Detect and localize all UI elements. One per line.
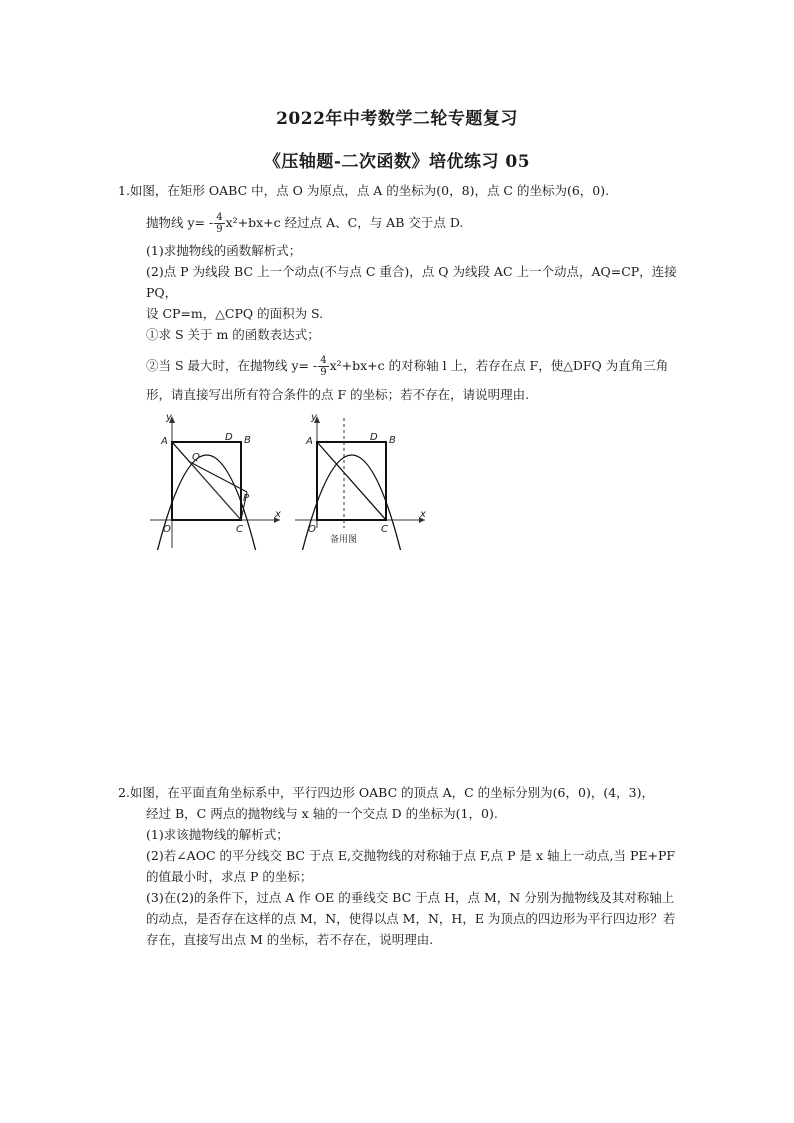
q2-part2-a: (2)若∠AOC 的平分线交 BC 于点 E,交抛物线的对称轴于点 F,点 P 是 x 轴上一动点,当 PE+PF bbox=[146, 848, 676, 863]
figure-2 bbox=[290, 410, 430, 550]
q2-part2-b: 的值最小时，求点 P 的坐标； bbox=[146, 869, 313, 884]
label-c: C bbox=[236, 524, 243, 535]
segment-qp bbox=[190, 462, 247, 492]
q1-sub2-pre: ②当 S 最大时，在抛物线 y= - bbox=[146, 358, 318, 373]
fraction-4-9 bbox=[214, 212, 224, 235]
fraction-4-9 bbox=[318, 355, 328, 378]
q1-parabola-line bbox=[146, 212, 463, 235]
label-b: B bbox=[244, 435, 251, 446]
segment-qc bbox=[190, 462, 241, 520]
q1-part2-a: (2)点 P 为线段 BC 上一个动点(不与点 C 重合)，点 Q 为线段 AC 上一个动点，AQ=CP，连接 bbox=[146, 264, 677, 279]
label-x: x bbox=[275, 509, 281, 520]
q1-sub1: ①求 S 关于 m 的函数表达式； bbox=[146, 327, 320, 342]
q2-part3-a: (3)在(2)的条件下，过点 A 作 OE 的垂线交 BC 于点 H，点 M，N 分别为抛物线及其对称轴上 bbox=[146, 890, 675, 905]
figure-caption: 备用图 bbox=[330, 535, 358, 545]
label-a: A bbox=[161, 436, 168, 447]
q1-part2-b: PQ， bbox=[146, 285, 178, 300]
label-o: O bbox=[163, 524, 171, 535]
page-title: 2022年中考数学二轮专题复习 bbox=[276, 109, 518, 129]
q1-parabola-post: x²+bx+c 经过点 A、C，与 AB 交于点 D. bbox=[225, 215, 464, 230]
fraction-denominator: 9 bbox=[216, 224, 223, 235]
q2-statement-b: 经过 B，C 两点的抛物线与 x 轴的一个交点 D 的坐标为(1，0). bbox=[146, 806, 498, 821]
label-c: C bbox=[381, 524, 388, 535]
q2-part1: (1)求该抛物线的解析式； bbox=[146, 827, 289, 842]
segment-ac bbox=[317, 442, 386, 520]
q2-part3-b: 的动点，是否存在这样的点 M，N，使得以点 M，N，H，E 为顶点的四边形为平行四边形？若 bbox=[146, 911, 676, 926]
q2-part3-c: 存在，直接写出点 M 的坐标，若不存在，说明理由. bbox=[146, 932, 434, 947]
q1-sub2-post: x²+bx+c 的对称轴 l 上，若存在点 F，使△DFQ 为直角三角 bbox=[329, 358, 669, 373]
label-a: A bbox=[306, 436, 313, 447]
label-x: x bbox=[420, 509, 426, 520]
label-d: D bbox=[225, 432, 233, 443]
q1-part1: (1)求抛物线的函数解析式； bbox=[146, 243, 302, 258]
label-p: P bbox=[243, 493, 250, 504]
q1-statement: 1.如图，在矩形 OABC 中，点 O 为原点，点 A 的坐标为(0，8)，点 C 的坐标为(6，0). bbox=[118, 183, 610, 198]
q1-parabola-pre: 抛物线 y= - bbox=[146, 215, 214, 230]
fraction-numerator: 4 bbox=[216, 212, 223, 223]
label-o: O bbox=[308, 524, 316, 535]
q1-part2-c: 设 CP=m，△CPQ 的面积为 S. bbox=[146, 306, 324, 321]
q2-statement: 2.如图，在平面直角坐标系中，平行四边形 OABC 的顶点 A，C 的坐标分别为(6，0)，(4，3)， bbox=[118, 785, 654, 800]
fraction-numerator: 4 bbox=[320, 355, 327, 366]
figure-1 bbox=[145, 410, 285, 550]
q1-sub2-a bbox=[146, 355, 668, 378]
label-y: y bbox=[166, 412, 172, 423]
label-y: y bbox=[311, 412, 317, 423]
label-d: D bbox=[370, 432, 378, 443]
q1-sub2-b: 形，请直接写出所有符合条件的点 F 的坐标；若不存在，请说明理由. bbox=[146, 387, 530, 402]
page-subtitle: 《压轴题-二次函数》培优练习 05 bbox=[263, 152, 531, 172]
label-b: B bbox=[389, 435, 396, 446]
label-q: Q bbox=[192, 452, 200, 463]
fraction-denominator: 9 bbox=[320, 367, 327, 378]
